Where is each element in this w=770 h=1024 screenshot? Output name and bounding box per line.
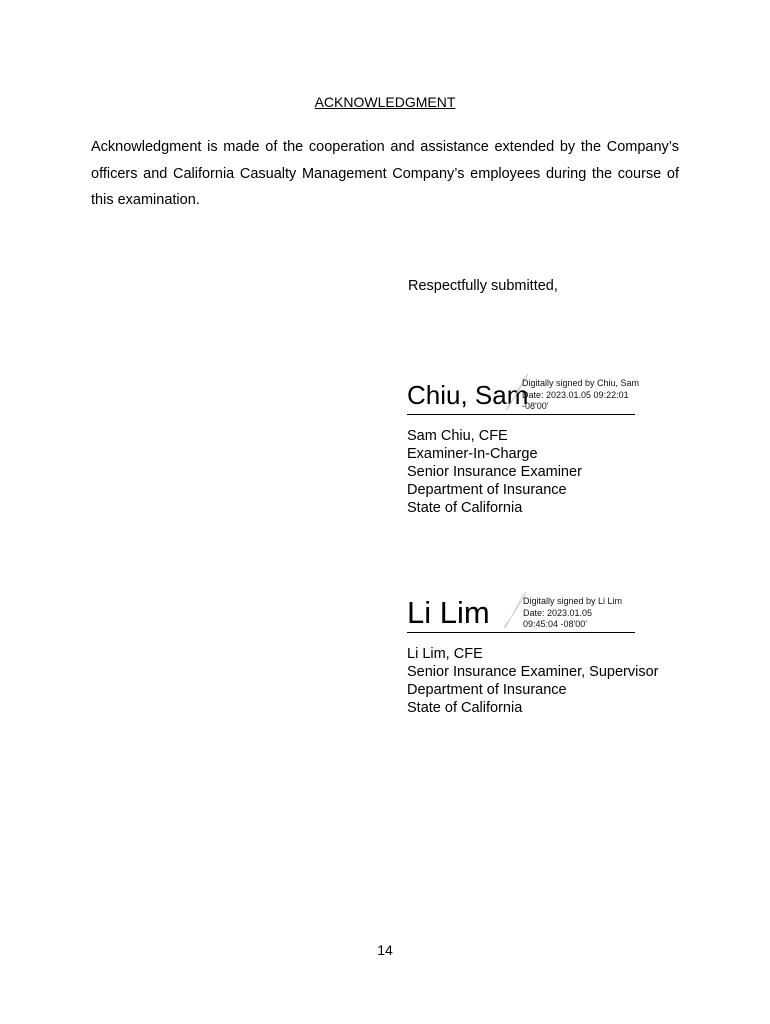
signatory-state: State of California [407,700,523,716]
signatory-name: Li Lim, CFE [407,646,483,662]
page-heading: ACKNOWLEDGMENT [314,94,456,110]
signatory-info [407,645,659,717]
signatory-department: Department of Insurance [407,682,567,698]
signature-detail-line: Digitally signed by Chiu, Sam [522,378,640,388]
signature-block-lim [407,590,659,717]
digital-signature-chiu[interactable] [407,372,640,415]
signatory-department: Department of Insurance [407,482,567,498]
closing-line: Respectfully submitted, [408,278,558,294]
page-number: 14 [377,942,393,958]
signature-detail-line: Digitally signed by Li Lim [523,596,623,606]
signatory-state: State of California [407,500,523,516]
signature-block-chiu [407,372,640,517]
signatory-info [407,427,635,517]
digital-signature-details [522,378,639,413]
signatory-title: Senior Insurance Examiner, Supervisor [407,664,659,680]
signatory-name: Sam Chiu, CFE [407,428,508,444]
signature-detail-line: -08'00' [522,401,549,411]
signatory-title: Senior Insurance Examiner [407,464,582,480]
signature-detail-line: 09:45:04 -08'00' [523,619,587,629]
digital-signature-lim[interactable] [407,590,635,633]
signature-detail-line: Date: 2023.01.05 [523,607,593,618]
signatory-title: Examiner-In-Charge [407,446,538,462]
digital-signature-name: Li Lim [407,595,490,630]
digital-signature-details [523,596,622,631]
digital-signature-name: Chiu, Sam [407,380,529,410]
acknowledgment-paragraph: Acknowledgment is made of the cooperation and assistance extended by the Company’s officers and California Casualty Management Company’s employees during the course of this examination. [91,139,679,208]
signature-detail-line: Date: 2023.01.05 09:22:01 [522,389,629,400]
